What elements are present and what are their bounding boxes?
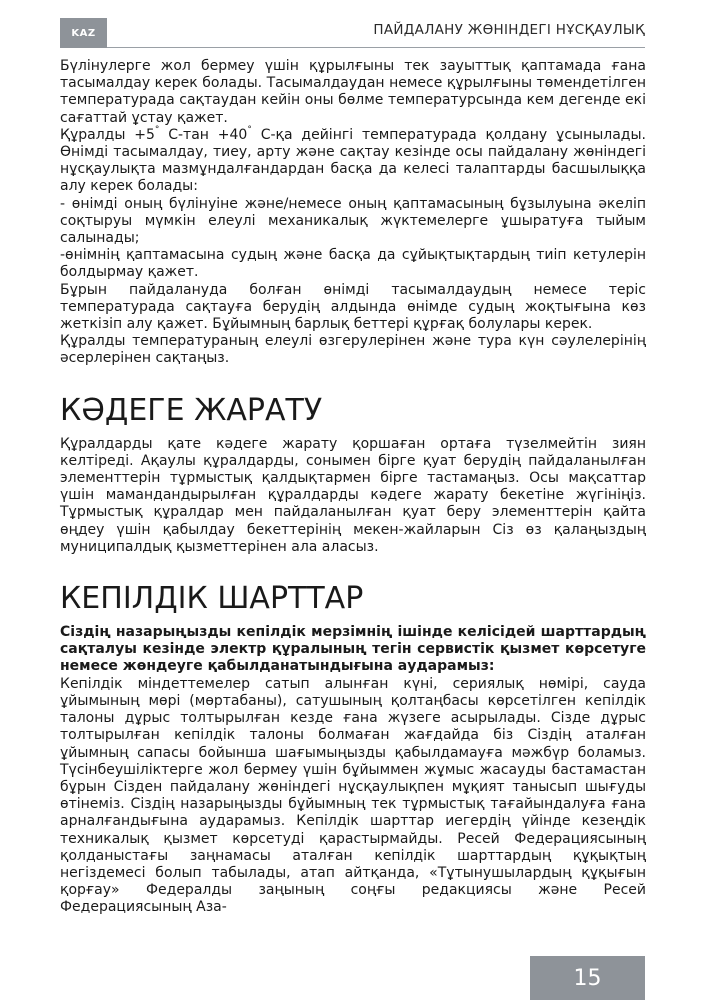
warranty-title: КЕПІЛДІК ШАРТТАР — [60, 581, 364, 617]
header-divider — [107, 47, 645, 48]
intro-paragraph-1: Бүлінулерге жол бермеу үшін құрылғыны тек зауыттық қаптамада ғана тасымалдау керек болады. Тасымалдаудан немесе құрылғыны төмендетілген температурада сақтаудан кейін оны бөлме температурсында кем дегенде екі сағаттай ұстау қажет. — [60, 58, 646, 126]
degree-sign-1: ° — [154, 124, 160, 135]
warranty-paragraph: Кепілдік міндеттемелер сатып алынған күні, сериялық нөмірі, сауда ұйымының мөрі (мөртабаны), сатушының қолтаңбасы көрсетілген кепілдік талоны дұрыс толтырылған кезде ғана жүзеге асырылады. Сізде дұрыс толтырылған кепілдік талоны болмаған жағдайда біз Сіздің аталған ұйымның сапасы бойынша шағымыңызды қабылдамауға мәжбүр боламыз. Түсінбеушіліктерге жол бермеу үшін бұйыммен жұмыс жасауды бастамастан бұрын Сізден пайдалану жөніндегі нұсқаулықпен мұқият танысып шығуды өтінеміз. Сіздің назарыңызды бұйымның тек тұрмыстық тағайындалуға ғана арналғандығына аударамыз. Кепілдік шарттар иегердің үйінде кезеңдік техникалық қызмет көрсетуді қарастырмайды. Ресей Федерациясының қолданыстағы заңнамасы аталған кепілдік шарттардың құқықтың негіздемесі болып табылады, атап айтқанда, «Тұтынушылардың құқығын қорғау» Федералды заңының соңғы редакциясы және Ресей Федерациясының Аза- — [60, 675, 646, 916]
warranty-lead: Сіздің назарыңызды кепілдік мерзімнің ішінде келісідей шарттардың сақталуы кезінде электр құралының тегін сервистік қызмет көрсетуге немесе жөндеуге қабылданатындығына аударамыз: — [60, 624, 646, 675]
temp-text-c: С-қа дейінгі температурада қолдану ұсынылады. Өнімді тасымалдау, тиеу, арту және сақтау кезінде осы пайдалану жөніндегі нұсқаулықта мазмұндалғандардан басқа да келесі талаптарды басшылыққа алу керек болады: — [60, 126, 646, 195]
page-number: 15 — [530, 956, 645, 1000]
disposal-title: КӘДЕГЕ ЖАРАТУ — [60, 392, 323, 428]
intro-paragraph-6: Құралды температураның елеулі өзгерулерінен және тура күн сәулелерінің әсерлерінен сақтаңыз. — [60, 333, 646, 367]
disposal-paragraph: Құралдарды қате кәдеге жарату қоршаған ортаға түзелмейтін зиян келтіреді. Ақаулы құралдарды, сонымен бірге қуат берудің пайдаланылған элементтерін тұрмыстық қалдықтармен бірге тастамаңыз. Осы мақсаттар үшін мамандандырылған құралдарды кәдеге жарату бекетіне жүгініңіз. Тұрмыстық құралдар мен пайдаланылған қуат беру элементтерін қайта өңдеу үшін қабылдау бекеттерінің мекен-жайларын Сіз өз қалаңыздың муниципалдық қызметтерінен ала аласыз. — [60, 435, 646, 555]
intro-paragraph-3: - өнімді оның бүлінуіне және/немесе оның қаптамасының бұзылуына әкеліп соқтыруы мүмкін елеулі механикалық жүктемелерге ұшыратуға тыйым салынады; — [60, 195, 646, 247]
intro-paragraph-2 — [60, 124, 646, 196]
header-title: ПАЙДАЛАНУ ЖӨНІНДЕГІ НҰСҚАУЛЫҚ — [373, 22, 645, 38]
page-content — [60, 58, 646, 917]
intro-paragraph-4: -өнімнің қаптамасына судың және басқа да сұйықтықтардың тиіп кетулерін болдырмау қажет. — [60, 247, 646, 281]
degree-sign-2: ° — [247, 124, 252, 135]
temp-text-a: Құралды +5 — [60, 126, 155, 143]
language-tab: KAZ — [60, 18, 107, 48]
intro-paragraph-5: Бұрын пайдалануда болған өнімді тасымалдаудың немесе теріс температурада сақтауға берудің алдында өнімде судың жоқтығына көз жеткізіп алу қажет. Бұйымның барлық беттері құрғақ болулары керек. — [60, 281, 646, 333]
temp-text-b: С-тан +40 — [159, 126, 248, 143]
